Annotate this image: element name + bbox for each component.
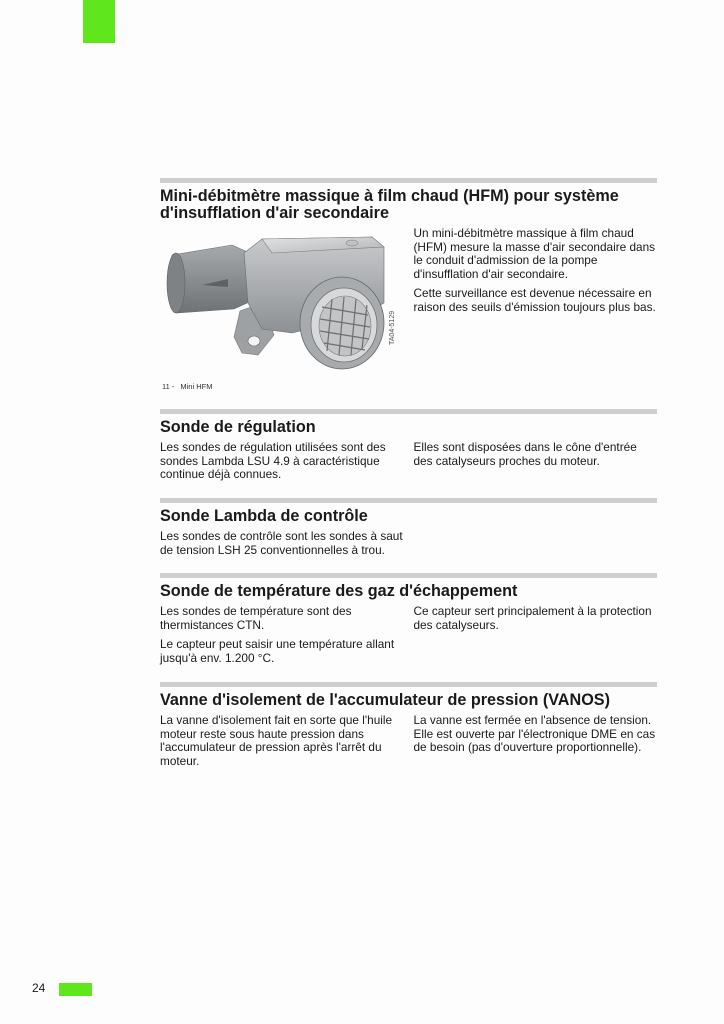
mini-hfm-sensor-illustration	[162, 233, 408, 383]
column-left	[160, 605, 404, 671]
column-right	[414, 227, 658, 321]
figure-caption-text: Mini HFM	[180, 382, 213, 391]
section-rule	[160, 498, 657, 503]
page-number: 24	[32, 981, 46, 995]
figure-code: TA04-5129	[389, 310, 396, 345]
column-right	[414, 530, 658, 563]
paragraph: Les sondes de contrôle sont les sondes à saut de tension LSH 25 conventionnelles à trou.	[160, 529, 403, 557]
column-left	[160, 714, 404, 774]
paragraph: Elles sont disposées dans le cône d'entrée des catalyseurs proches du moteur.	[413, 440, 637, 468]
column-left	[160, 441, 404, 488]
column-right	[414, 441, 658, 488]
paragraph: La vanne d'isolement fait en sorte que l'huile moteur reste sous haute pression dans l'accumulateur de pression après l'arrêt du moteur.	[160, 713, 393, 768]
section-rule	[160, 178, 657, 183]
section-title: Sonde Lambda de contrôle	[160, 507, 368, 525]
section-title: Sonde de température des gaz d'échappement	[160, 582, 518, 600]
chapter-tab-marker	[83, 0, 115, 43]
figure-number: 11 -	[162, 382, 175, 391]
section-sonde-controle	[160, 498, 657, 563]
column-right	[414, 714, 658, 774]
paragraph: Ce capteur sert principalement à la protection des catalyseurs.	[413, 604, 652, 632]
paragraph: Le capteur peut saisir une température allant jusqu'à env. 1.200 °C.	[160, 637, 395, 665]
column-left	[160, 530, 404, 563]
paragraph: Un mini-débitmètre massique à film chaud (HFM) mesure la masse d'air secondaire dans le conduit d'admission de la pompe d'insufflation d'air secondaire.	[413, 226, 656, 281]
paragraph: Les sondes de régulation utilisées sont des sondes Lambda LSU 4.9 à caractéristique continue déjà connues.	[160, 440, 386, 482]
page-number-marker	[59, 983, 92, 996]
paragraph: Cette surveillance est devenue nécessaire en raison des seuils d'émission toujours plus bas.	[413, 286, 656, 314]
paragraph: Les sondes de température sont des thermistances CTN.	[160, 604, 352, 632]
column-right	[414, 605, 658, 671]
section-sonde-temperature	[160, 573, 657, 671]
section-rule	[160, 409, 657, 414]
section-title: Mini-débitmètre massique à film chaud (HFM) pour système d'insufflation d'air secondaire	[160, 187, 619, 222]
section-rule	[160, 682, 657, 687]
section-title: Vanne d'isolement de l'accumulateur de pression (VANOS)	[160, 691, 610, 709]
section-title: Sonde de régulation	[160, 418, 316, 436]
figure-caption	[162, 382, 212, 391]
section-vanne-isolement	[160, 682, 657, 774]
section-rule	[160, 573, 657, 578]
section-sonde-regulation	[160, 409, 657, 488]
paragraph: La vanne est fermée en l'absence de tension. Elle est ouverte par l'électronique DME en cas de besoin (pas d'ouverture proportionnelle).	[413, 713, 656, 755]
